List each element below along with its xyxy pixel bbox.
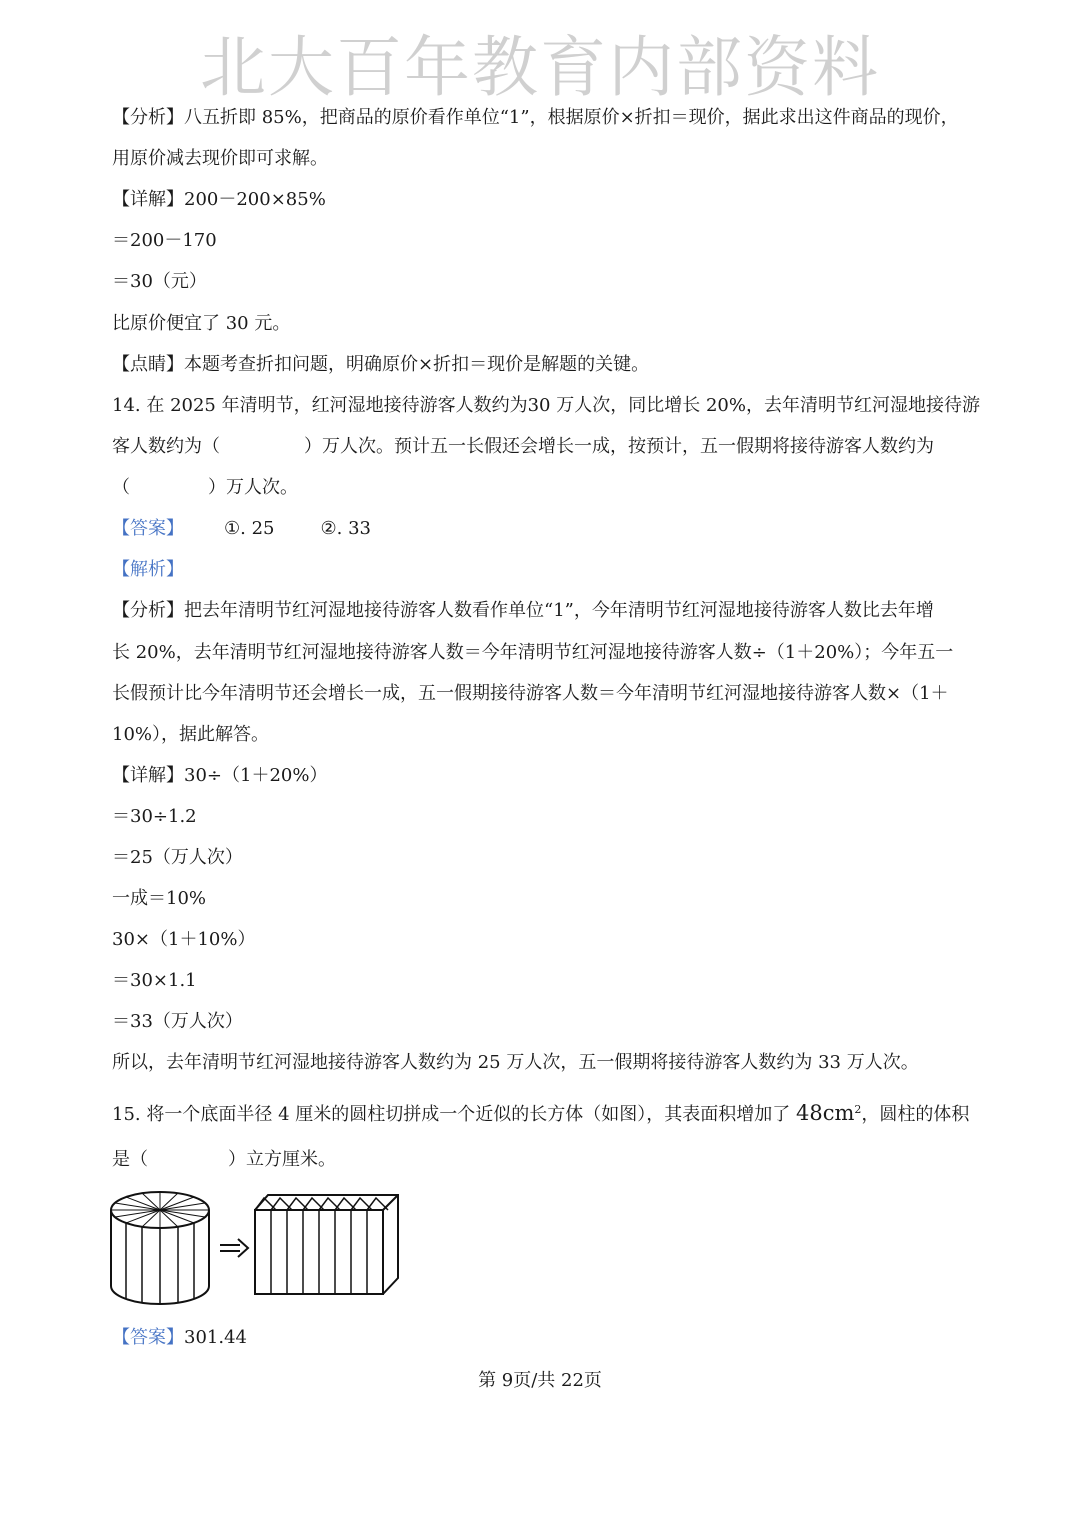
q13-detail-line-1 — [112, 188, 326, 212]
q14-jiexi-label: 【解析】 — [112, 559, 184, 580]
q14-detail-line-7: ＝33（万人次） — [112, 1011, 243, 1032]
q15-blank-suffix: ）立方厘米。 — [228, 1149, 336, 1170]
q13-analysis-line-1: 【分析】八五折即 85%，把商品的原价看作单位“1”，根据原价×折扣＝现价，据此求出这件商品的现价， — [112, 107, 959, 128]
watermark: 北大百年教育内部资料 — [200, 29, 880, 106]
detail-expression: 200－200×85% — [184, 189, 326, 210]
answer-label: 【答案】 — [112, 518, 184, 539]
q14-detail-line-1 — [112, 764, 327, 788]
q13-analysis-line-2: 用原价减去现价即可求解。 — [112, 148, 328, 169]
q14-detail-line-5: 30×（1＋10%） — [112, 929, 256, 950]
q13-detail-line-2: ＝200－170 — [112, 230, 217, 251]
answer-label: 【答案】 — [112, 1327, 184, 1348]
q14-answer-line — [112, 517, 371, 541]
q14-detail-line-3: ＝25（万人次） — [112, 847, 243, 868]
q14-question-line-2 — [112, 435, 934, 459]
q14-analysis-line-1: 【分析】把去年清明节红河湿地接待游客人数看作单位“1”，今年清明节红河湿地接待游客人数比去年增 — [112, 600, 934, 621]
q14-blank-suffix: ）万人次。预计五一长假还会增长一成，按预计，五一假期将接待游客人数约为 — [304, 436, 934, 457]
area-exponent: 2 — [854, 1103, 862, 1116]
q14-blank2-suffix: ）万人次。 — [208, 477, 298, 498]
detail-label: 【详解】 — [112, 189, 184, 210]
q14-blank2-prefix: （ — [112, 477, 130, 498]
q14-question-line-3 — [112, 476, 298, 500]
q15-question-line-2 — [112, 1148, 336, 1172]
q14-detail-line-6: ＝30×1.1 — [112, 970, 197, 991]
q15-text-b: ，圆柱的体积 — [861, 1104, 970, 1125]
q14-question-line-1: 14. 在 2025 年清明节，红河湿地接待游客人数约为30 万人次，同比增长 20%，去年清明节红河湿地接待游 — [112, 395, 980, 416]
q15-question-line-1 — [112, 1098, 969, 1127]
q13-comment: 【点睛】本题考查折扣问题，明确原价×折扣＝现价是解题的关键。 — [112, 354, 650, 375]
q15-blank-prefix: 是（ — [112, 1149, 148, 1170]
q15-text-a: 15. 将一个底面半径 4 厘米的圆柱切拼成一个近似的长方体（如图），其表面积增加了 — [112, 1104, 791, 1125]
q14-analysis-line-4: 10%），据此解答。 — [112, 724, 270, 745]
page-number: 第 9页/共 22页 — [478, 1370, 602, 1391]
cylinder-to-cuboid-figure — [108, 1188, 408, 1306]
answer-1: ①. 25 — [224, 518, 275, 539]
q14-conclusion: 所以，去年清明节红河湿地接待游客人数约为 25 万人次，五一假期将接待游客人数约为 33 万人次。 — [112, 1052, 919, 1073]
detail-expression: 30÷（1＋20%） — [184, 765, 328, 786]
answer-value: 301.44 — [184, 1327, 247, 1348]
q14-detail-line-2: ＝30÷1.2 — [112, 806, 197, 827]
q14-analysis-line-2: 长 20%，去年清明节红河湿地接待游客人数＝今年清明节红河湿地接待游客人数÷（1＋20%）；今年五一 — [112, 642, 954, 663]
q13-conclusion: 比原价便宜了 30 元。 — [112, 313, 291, 334]
q14-analysis-line-3: 长假预计比今年清明节还会增长一成，五一假期接待游客人数＝今年清明节红河湿地接待游客人数×（1＋ — [112, 683, 949, 704]
q15-answer-line — [112, 1326, 247, 1350]
q13-detail-line-3: ＝30（元） — [112, 271, 207, 292]
q14-blank-prefix: 客人数约为（ — [112, 436, 220, 457]
arrow-icon — [220, 1239, 248, 1257]
area-value: 48cm — [795, 1101, 855, 1125]
answer-2: ②. 33 — [320, 518, 371, 539]
q14-detail-line-4: 一成＝10% — [112, 888, 207, 909]
detail-label: 【详解】 — [112, 765, 184, 786]
